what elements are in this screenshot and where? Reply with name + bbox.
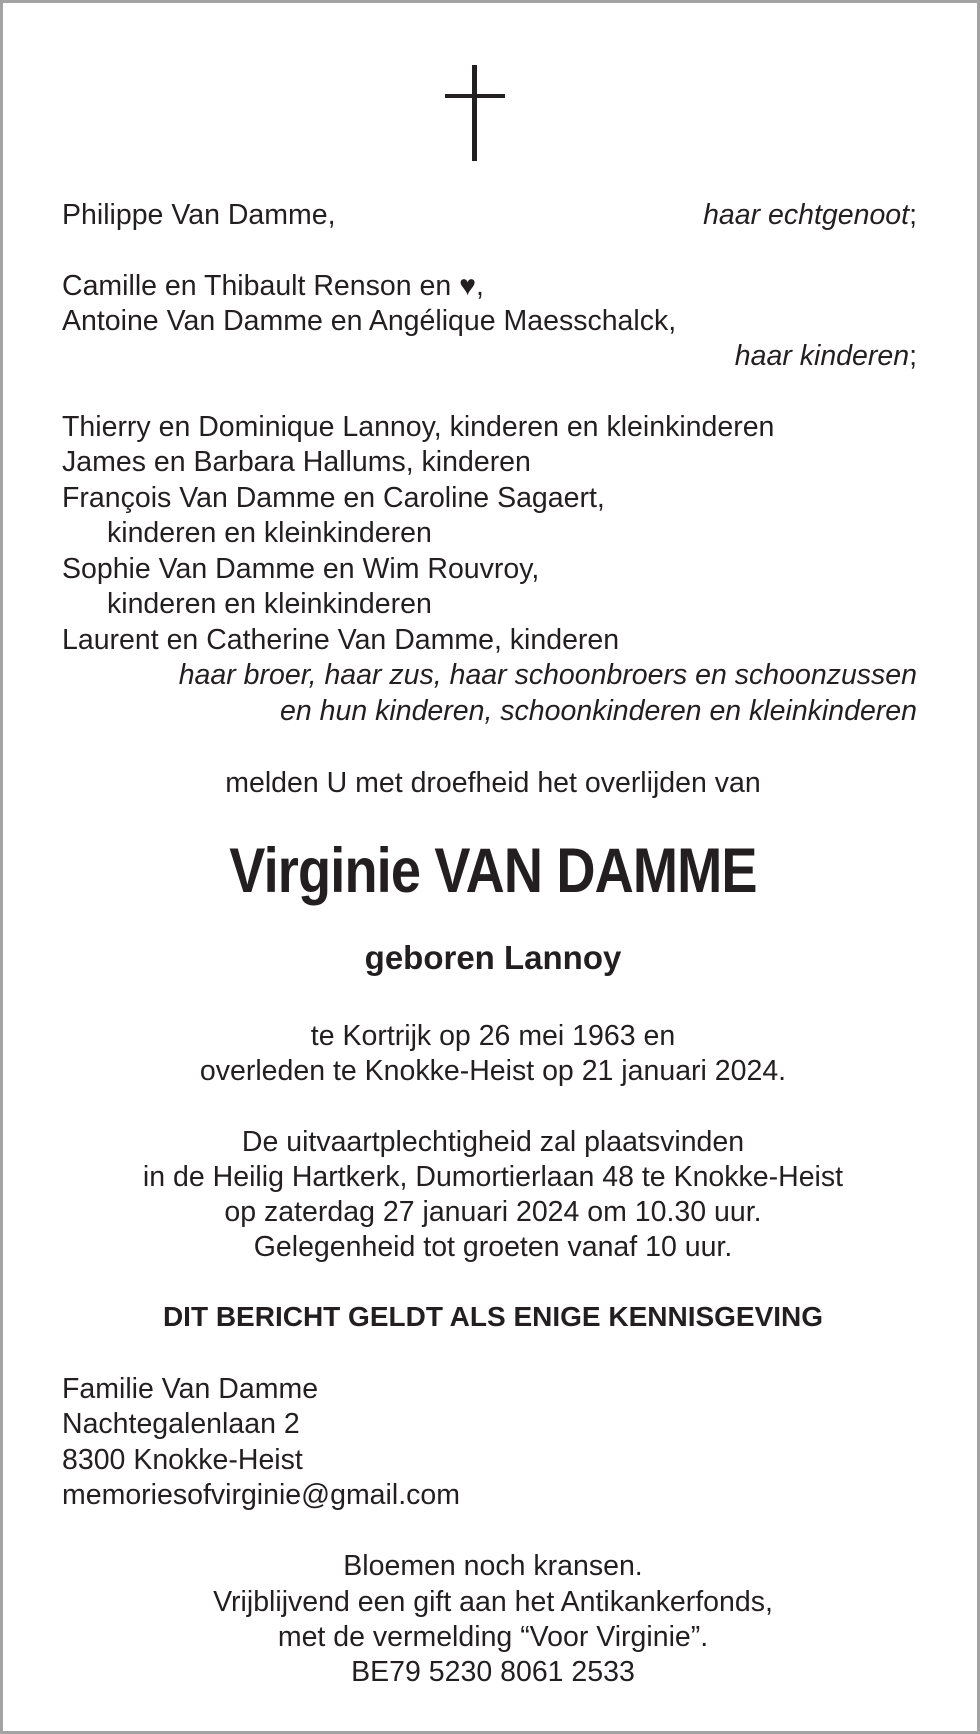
latin-cross-icon bbox=[445, 65, 505, 161]
address-line: Nachtegalenlaan 2 bbox=[62, 1408, 300, 1440]
children-line-1 bbox=[62, 268, 484, 304]
spouse-role-punct: ; bbox=[909, 199, 917, 231]
family-line: kinderen en kleinkinderen bbox=[107, 588, 432, 620]
bank-account: BE79 5230 8061 2533 bbox=[351, 1656, 635, 1688]
cross-vertical-bar bbox=[472, 65, 477, 161]
heart-icon: ♥ bbox=[459, 270, 477, 302]
family-line: James en Barbara Hallums, kinderen bbox=[62, 446, 531, 478]
flowers-line: Bloemen noch kransen. bbox=[343, 1550, 643, 1582]
address-line: 8300 Knokke-Heist bbox=[62, 1444, 303, 1476]
cross-horizontal-bar bbox=[445, 94, 505, 98]
funeral-line: De uitvaartplechtigheid zal plaatsvinden bbox=[241, 1126, 745, 1158]
spouse-role bbox=[703, 197, 917, 233]
family-line: kinderen en kleinkinderen bbox=[107, 517, 432, 549]
children-role bbox=[735, 338, 917, 374]
flowers-line: Vrijblijvend een gift aan het Antikankerfonds, bbox=[213, 1586, 773, 1618]
birth-line: te Kortrijk op 26 mei 1963 en bbox=[310, 1020, 676, 1052]
spouse-name: Philippe Van Damme, bbox=[62, 199, 336, 231]
children-line-1-end: , bbox=[476, 270, 484, 302]
flowers-line: met de vermelding “Voor Virginie”. bbox=[277, 1621, 709, 1653]
email-address: memoriesofvirginie@gmail.com bbox=[62, 1479, 460, 1511]
children-line-1-text: Camille en Thibault Renson en bbox=[62, 270, 460, 302]
address-line: Familie Van Damme bbox=[62, 1373, 319, 1405]
announcement: melden U met droefheid het overlijden van bbox=[225, 767, 761, 799]
family-line: Thierry en Dominique Lannoy, kinderen en kleinkinderen bbox=[62, 411, 775, 443]
children-role-punct: ; bbox=[909, 340, 917, 372]
deceased-name: Virginie VAN DAMME bbox=[229, 836, 757, 906]
funeral-line: in de Heilig Hartkerk, Dumortierlaan 48 te Knokke-Heist bbox=[142, 1161, 844, 1193]
funeral-line: op zaterdag 27 januari 2024 om 10.30 uur. bbox=[224, 1196, 762, 1228]
family-line: Laurent en Catherine Van Damme, kinderen bbox=[62, 624, 620, 656]
family-role-line-1: haar broer, haar zus, haar schoonbroers en schoonzussen bbox=[178, 659, 917, 691]
maiden-name: geboren Lannoy bbox=[364, 939, 622, 976]
family-line: Sophie Van Damme en Wim Rouvroy, bbox=[62, 553, 540, 585]
death-line: overleden te Knokke-Heist op 21 januari 2024. bbox=[199, 1055, 787, 1087]
notice-heading: DIT BERICHT GELDT ALS ENIGE KENNISGEVING bbox=[162, 1301, 824, 1332]
spouse-role-text: haar echtgenoot bbox=[703, 199, 910, 231]
funeral-line: Gelegenheid tot groeten vanaf 10 uur. bbox=[253, 1231, 733, 1263]
family-line: François Van Damme en Caroline Sagaert, bbox=[62, 482, 605, 514]
children-role-text: haar kinderen bbox=[734, 340, 910, 372]
family-role-line-2: en hun kinderen, schoonkinderen en kleinkinderen bbox=[280, 695, 917, 727]
children-line-2: Antoine Van Damme en Angélique Maesschalck, bbox=[62, 305, 677, 337]
